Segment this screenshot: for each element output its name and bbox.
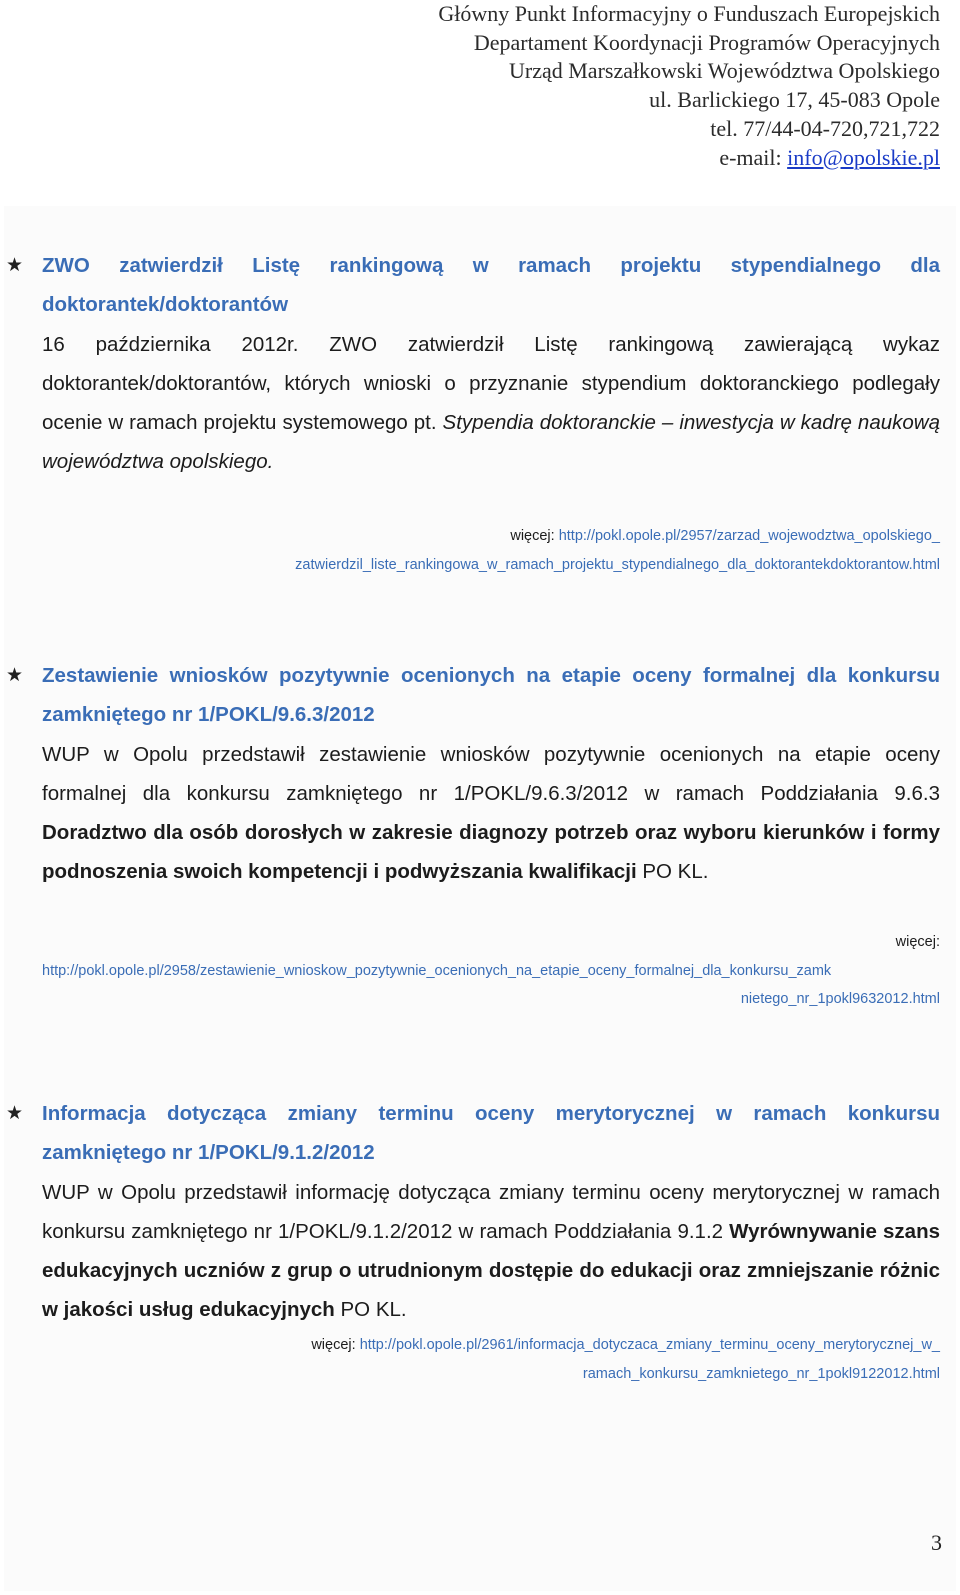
news-item-more <box>42 1331 940 1388</box>
more-label: więcej: <box>895 934 940 950</box>
page-number: 3 <box>931 1530 942 1555</box>
more-link-part1[interactable]: http://pokl.opole.pl/2957/zarzad_wojewodztwa_opolskiego_ <box>558 528 940 544</box>
star-bullet-icon: ★ <box>6 1103 24 1124</box>
news-item-description-tail: PO KL. <box>636 860 709 884</box>
star-bullet-icon: ★ <box>6 665 24 686</box>
news-item-description-tail: PO KL. <box>334 1298 407 1322</box>
header-email-label: e-mail: <box>719 144 788 170</box>
news-item-description: 16 października 2012r. ZWO zatwierdził Listę rankingową zawierającą wykaz doktorantek/doktorantów, których wnioski o przyznanie stypendium doktoranckiego podlegały ocenie w ramach projektu systemowego pt. <box>42 332 940 435</box>
more-label: więcej: <box>510 528 559 544</box>
news-item-description: WUP w Opolu przedstawił zestawienie wniosków pozytywnie ocenionych na etapie oceny formalnej dla konkursu zamkniętego nr 1/POKL/9.6.3/2012 w ramach Poddziałania 9.6.3 <box>42 742 940 805</box>
news-item-more <box>42 928 940 1014</box>
news-item-title: Zestawienie wniosków pozytywnie ocenionych na etapie oceny formalnej dla konkursu zamkniętego nr 1/POKL/9.6.3/2012 <box>42 664 940 727</box>
news-panel <box>4 206 956 1591</box>
contact-header <box>40 0 940 172</box>
news-item-more <box>42 522 940 579</box>
more-link-part2[interactable]: nietego_nr_1pokl9632012.html <box>740 991 940 1007</box>
star-bullet-icon: ★ <box>6 255 24 276</box>
header-office: Urząd Marszałkowski Województwa Opolskiego <box>509 58 940 84</box>
header-department: Departament Koordynacji Programów Operacyjnych <box>473 29 940 55</box>
header-org-name: Główny Punkt Informacyjny o Funduszach Europejskich <box>438 1 940 26</box>
header-email-link[interactable]: info@opolskie.pl <box>787 144 940 170</box>
news-item-body <box>42 656 940 892</box>
header-phone: tel. 77/44-04-720,721,722 <box>710 115 940 141</box>
more-label: więcej: <box>311 1337 360 1353</box>
header-email-line <box>40 144 940 173</box>
news-item-description-italic: Stypendia doktoranckie – inwestycja w kadrę naukową województwa opolskiego. <box>42 411 940 474</box>
news-item-title: Informacja dotycząca zmiany terminu oceny merytorycznej w ramach konkursu zamkniętego nr 1/POKL/9.1.2/2012 <box>42 1102 940 1165</box>
header-address: ul. Barlickiego 17, 45-083 Opole <box>649 87 940 113</box>
more-link-part2[interactable]: ramach_konkursu_zamknietego_nr_1pokl9122012.html <box>582 1365 940 1382</box>
more-link-part2[interactable]: zatwierdzil_liste_rankingowa_w_ramach_projektu_stypendialnego_dla_doktorantekdoktorantow.html <box>295 556 940 573</box>
more-link-part1[interactable]: http://pokl.opole.pl/2961/informacja_dotyczaca_zmiany_terminu_oceny_merytorycznej_w_ <box>359 1337 940 1353</box>
more-link-part1[interactable]: http://pokl.opole.pl/2958/zestawienie_wnioskow_pozytywnie_ocenionych_na_etapie_oceny_formalnej_dla_konkursu_zamk <box>42 962 832 979</box>
news-item-body <box>42 246 940 482</box>
news-item-description-bold: Wyrównywanie szans edukacyjnych uczniów z grup o utrudnionym dostępie do edukacji oraz zmniejszanie różnic w jakości usług edukacyjnych <box>42 1219 940 1322</box>
news-item-title: ZWO zatwierdził Listę rankingową w ramach projektu stypendialnego dla doktorantek/doktorantów <box>42 254 940 317</box>
news-item-description: WUP w Opolu przedstawił informację dotycząca zmiany terminu oceny merytorycznej w ramach konkursu zamkniętego nr 1/POKL/9.1.2/2012 w ramach Poddziałania 9.1.2 <box>42 1180 940 1243</box>
news-item-body <box>42 1094 940 1330</box>
news-item-description-bold: Doradztwo dla osób dorosłych w zakresie diagnozy potrzeb oraz wyboru kierunków i formy podnoszenia swoich kompetencji i podwyższania kwalifikacji <box>42 821 940 884</box>
